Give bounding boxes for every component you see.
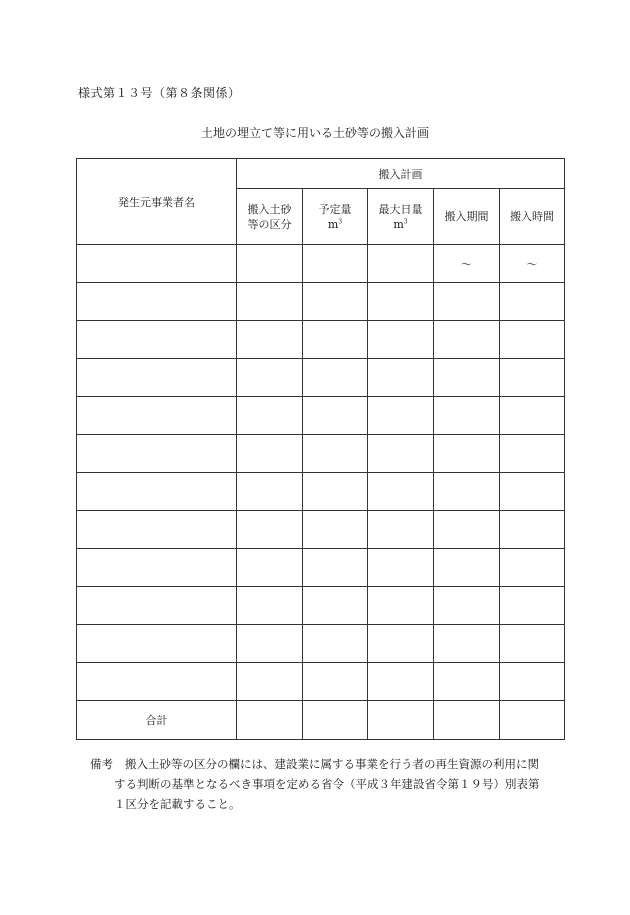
table-row — [77, 435, 565, 473]
table-cell[interactable] — [303, 701, 368, 740]
table-cell[interactable] — [77, 283, 237, 321]
table-row — [77, 321, 565, 359]
table-cell[interactable] — [500, 359, 565, 397]
table-cell[interactable] — [368, 283, 434, 321]
table-cell[interactable] — [368, 587, 434, 625]
table-row — [77, 359, 565, 397]
header-planned-amount-label: 予定量 — [318, 202, 352, 216]
table-cell[interactable] — [368, 321, 434, 359]
table-cell[interactable] — [237, 663, 303, 701]
table-cell[interactable] — [237, 321, 303, 359]
table-cell[interactable] — [303, 283, 368, 321]
table-cell[interactable] — [434, 283, 500, 321]
table-cell[interactable] — [237, 283, 303, 321]
form-number: 様式第１３号（第８条関係） — [78, 86, 241, 100]
table-cell[interactable] — [368, 663, 434, 701]
header-source-company: 発生元事業者名 — [77, 159, 237, 245]
header-soil-category-line1: 搬入土砂 — [247, 202, 292, 216]
table-cell[interactable] — [368, 701, 434, 740]
table-cell[interactable] — [303, 397, 368, 435]
remarks-line3: １区分を記載すること。 — [114, 797, 241, 811]
table-cell[interactable] — [434, 321, 500, 359]
table-cell[interactable] — [368, 359, 434, 397]
table-cell[interactable] — [237, 359, 303, 397]
table-cell[interactable] — [77, 625, 237, 663]
table-cell[interactable] — [77, 473, 237, 511]
table-cell[interactable] — [303, 245, 368, 283]
range-mark: ～ — [526, 257, 538, 271]
table-cell[interactable] — [303, 549, 368, 587]
header-import-plan: 搬入計画 — [237, 159, 565, 189]
header-soil-category-line2: 等の区分 — [247, 217, 292, 231]
header-max-daily-amount — [368, 189, 434, 245]
import-plan-table — [76, 158, 565, 740]
table-cell[interactable] — [500, 321, 565, 359]
table-row — [77, 397, 565, 435]
table-cell[interactable] — [77, 587, 237, 625]
table-cell[interactable] — [237, 625, 303, 663]
table-cell[interactable] — [237, 701, 303, 740]
table-row — [77, 283, 565, 321]
table-row — [77, 473, 565, 511]
table-cell[interactable] — [500, 663, 565, 701]
table-cell[interactable] — [303, 359, 368, 397]
header-planned-amount — [303, 189, 368, 245]
header-soil-category — [237, 189, 303, 245]
table-row — [77, 245, 565, 283]
unit-cubic-meter: $m^3$ — [327, 217, 343, 231]
table-cell[interactable] — [500, 549, 565, 587]
table-row — [77, 625, 565, 663]
table-cell[interactable] — [434, 587, 500, 625]
remarks — [90, 754, 560, 814]
header-import-period: 搬入期間 — [434, 189, 500, 245]
table-cell[interactable] — [237, 549, 303, 587]
table-cell[interactable] — [434, 511, 500, 549]
table-cell[interactable] — [434, 435, 500, 473]
table-cell[interactable] — [237, 473, 303, 511]
table-cell[interactable] — [500, 397, 565, 435]
remarks-line2: する判断の基準となるべき事項を定める省令（平成３年建設省令第１９号）別表第 — [114, 777, 540, 791]
table-cell[interactable] — [500, 587, 565, 625]
table-cell[interactable] — [77, 397, 237, 435]
table-cell[interactable] — [303, 473, 368, 511]
table-cell[interactable] — [434, 359, 500, 397]
table-cell[interactable] — [77, 359, 237, 397]
table-cell[interactable] — [303, 435, 368, 473]
table-cell[interactable] — [303, 663, 368, 701]
table-cell[interactable] — [303, 587, 368, 625]
table-cell[interactable] — [303, 625, 368, 663]
remarks-line1: 搬入土砂等の区分の欄には、建設業に属する事業を行う者の再生資源の利用に関 — [125, 757, 539, 771]
table-cell[interactable] — [500, 511, 565, 549]
table-row — [77, 663, 565, 701]
remarks-label: 備考 — [90, 757, 113, 771]
table-cell[interactable] — [500, 625, 565, 663]
table-cell[interactable] — [434, 549, 500, 587]
table-cell[interactable] — [77, 245, 237, 283]
total-row — [77, 701, 565, 740]
table-cell[interactable] — [434, 625, 500, 663]
table-cell[interactable] — [434, 663, 500, 701]
table-cell[interactable] — [368, 245, 434, 283]
table-cell[interactable] — [500, 245, 565, 283]
table-cell[interactable] — [77, 435, 237, 473]
table-cell[interactable] — [368, 625, 434, 663]
table-cell[interactable] — [368, 473, 434, 511]
table-cell[interactable] — [77, 549, 237, 587]
table-cell[interactable] — [434, 473, 500, 511]
table-row — [77, 549, 565, 587]
unit-cubic-meter: $m^3$ — [393, 217, 408, 231]
table-cell[interactable] — [77, 511, 237, 549]
table-cell[interactable] — [237, 511, 303, 549]
table-cell[interactable] — [77, 663, 237, 701]
table-cell[interactable] — [434, 701, 500, 740]
table-cell[interactable] — [237, 587, 303, 625]
table-cell[interactable] — [434, 397, 500, 435]
table-cell[interactable] — [303, 321, 368, 359]
header-max-daily-label: 最大日量 — [378, 202, 423, 216]
table-row — [77, 511, 565, 549]
table-cell[interactable] — [303, 511, 368, 549]
table-cell[interactable] — [368, 435, 434, 473]
table-cell[interactable] — [368, 511, 434, 549]
table-row — [77, 587, 565, 625]
table-cell[interactable] — [237, 245, 303, 283]
table-cell[interactable] — [500, 473, 565, 511]
table-cell[interactable] — [237, 435, 303, 473]
table-cell[interactable] — [77, 321, 237, 359]
header-import-time: 搬入時間 — [500, 189, 565, 245]
table-cell[interactable] — [500, 283, 565, 321]
range-mark: ～ — [461, 257, 472, 271]
table-cell[interactable] — [500, 435, 565, 473]
table-cell[interactable] — [368, 397, 434, 435]
total-label: 合計 — [77, 701, 237, 740]
table-cell[interactable] — [434, 245, 500, 283]
table-cell[interactable] — [500, 701, 565, 740]
table-cell[interactable] — [368, 549, 434, 587]
page-title: 土地の埋立て等に用いる土砂等の搬入計画 — [200, 126, 429, 140]
table-cell[interactable] — [237, 397, 303, 435]
